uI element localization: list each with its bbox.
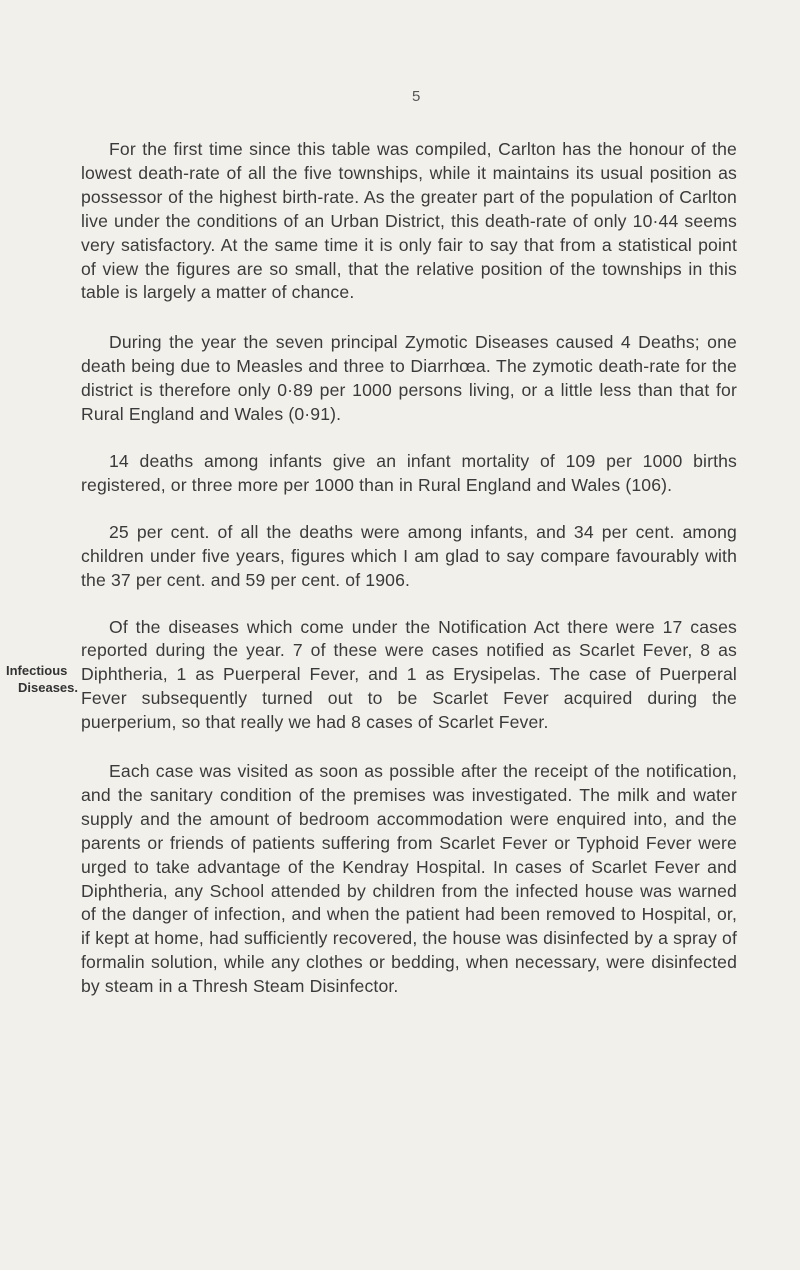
- margin-note-infectious-diseases: [6, 662, 78, 696]
- paragraph-notification-act: Of the diseases which come under the Notification Act there were 17 cases reported during the year. 7 of these were cases notified as Scarlet Fever, 8 as Diphtheria, 1 as Puerperal Fever, and 1 as Erysipelas. The case of Puerperal Fever subsequently turned out to be Scarlet Fever acquired during the puerperium, so that really we had 8 cases of Scarlet Fever.: [81, 616, 737, 733]
- body-text: [81, 138, 737, 1023]
- paragraph-zymotic-diseases: During the year the seven principal Zymotic Diseases caused 4 Deaths; one death being due to Measles and three to Diarrhœa. The zymotic death-rate for the district is therefore only 0·89 per 1000 persons living, or a little less than that for Rural England and Wales (0·91).: [81, 332, 737, 425]
- margin-note-line-2: Diseases.: [18, 680, 78, 695]
- margin-note-line-1: Infectious: [6, 663, 68, 678]
- page-number: 5: [412, 88, 421, 105]
- paragraph-infant-percentages: 25 per cent. of all the deaths were among infants, and 34 per cent. among children under five years, figures which I am glad to say compare favourably with the 37 per cent. and 59 per cent. of 1906.: [81, 521, 737, 590]
- paragraph-death-rate: For the first time since this table was compiled, Carlton has the honour of the lowest death-rate of all the five townships, while it maintains its usual position as possessor of the highest birth-rate. As the greater part of the population of Carlton live under the conditions of an Urban District, this death-rate of only 10·44 seems very satisfactory. At the same time it is only fair to say that from a statistical point of view the figures are so small, that the relative position of the townships in this table is largely a matter of chance.: [81, 139, 737, 303]
- paragraph-infant-mortality: 14 deaths among infants give an infant mortality of 109 per 1000 births registered, or three more per 1000 than in Rural England and Wales (106).: [81, 450, 737, 495]
- paragraph-case-visits: Each case was visited as soon as possible after the receipt of the notification, and the sanitary condition of the premises was investigated. The milk and water supply and the amount of bedroom accommodation were enquired into, and the parents or friends of patients suffering from Scarlet Fever or Typhoid Fever were urged to take advantage of the Kendray Hospital. In cases of Scarlet Fever and Diphtheria, any School attended by children from the infected house was warned of the danger of infection, and when the patient had been removed to Hospital, or, if kept at home, had sufficiently recovered, the house was disinfected by a spray of formalin solution, while any clothes or bedding, when necessary, were disinfected by steam in a Thresh Steam Disinfector.: [81, 761, 737, 997]
